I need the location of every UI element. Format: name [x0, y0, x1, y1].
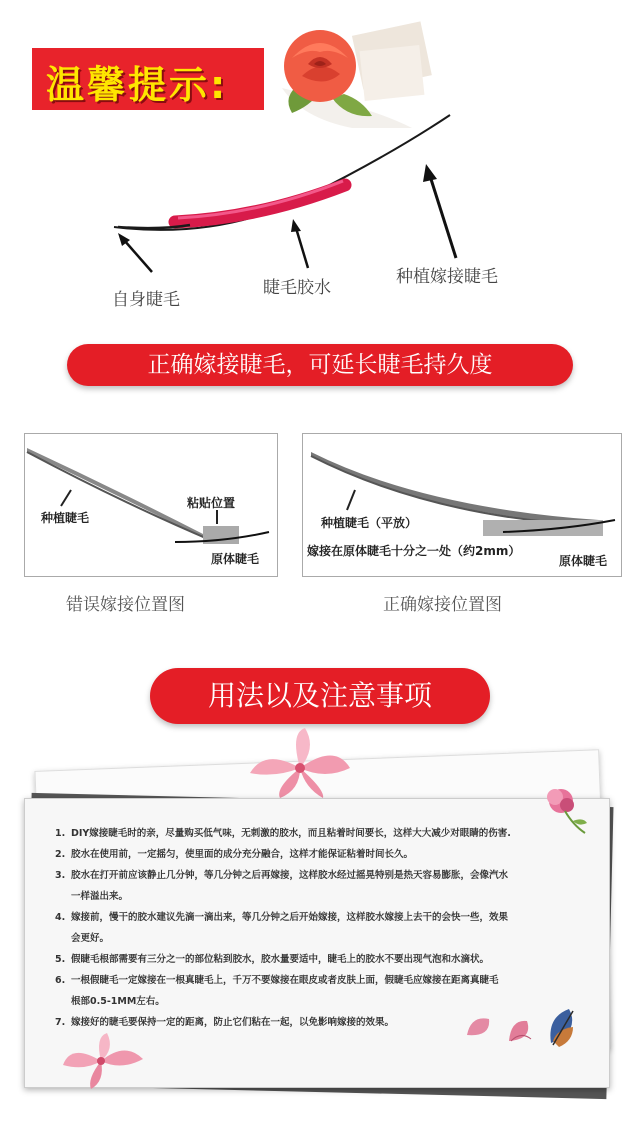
label-natural-lash: 自身睫毛 [112, 290, 180, 310]
wrong-position-caption: 错误嫁接位置图 [66, 595, 185, 615]
correct-position-caption: 正确嫁接位置图 [383, 595, 502, 615]
note-item: 2. 胶水在使用前，一定摇匀，使里面的成分充分融合，这样才能保证粘着时间长久。 [55, 849, 414, 860]
wrong-label-natural: 原体睫毛 [211, 552, 260, 566]
label-extension-lash: 种植嫁接睫毛 [396, 267, 498, 287]
correct-label-extension: 种植睫毛（平放） [321, 516, 418, 530]
usage-notes-card [24, 798, 610, 1088]
note-item: 6. 一根假睫毛一定嫁接在一根真睫毛上，千万不要嫁接在眼皮或者皮肤上面，假睫毛应嫁接在距离真睫毛 [55, 975, 499, 986]
note-item: 7. 嫁接好的睫毛要保持一定的距离，防止它们粘在一起，以免影响嫁接的效果。 [55, 1017, 395, 1028]
note-item: 3. 胶水在打开前应该静止几分钟，等几分钟之后再嫁接，这样胶水经过摇晃特别是热天容易膨胀，会像汽水 [55, 870, 509, 881]
note-item-continued: 根部0.5-1MM左右。 [71, 996, 165, 1007]
lily-flower-icon [245, 728, 355, 798]
note-item: 1. DIY嫁接睫毛时的亲，尽量购买低气味，无刺激的胶水，而且粘着时间要长，这样大大减少对眼睛的伤害. [55, 828, 511, 839]
petals-butterfly-icon [461, 1005, 591, 1055]
correct-label-position: 嫁接在原体睫毛十分之一处（约2mm） [307, 544, 521, 558]
note-item: 4. 嫁接前，慢干的胶水建议先滴一滴出来，等几分钟之后开始嫁接，这样胶水嫁接上去干的会快一些，效果 [55, 912, 509, 923]
label-lash-glue: 睫毛胶水 [263, 278, 331, 298]
wrong-position-panel [24, 433, 278, 577]
lash-diagram [100, 100, 480, 280]
pink-flower-icon [533, 777, 593, 837]
note-item-continued: 一样溢出来。 [71, 891, 129, 902]
correct-label-natural: 原体睫毛 [559, 554, 608, 568]
banner-usage-notes: 用法以及注意事项 [150, 668, 490, 724]
lily-bottom-icon [61, 1031, 151, 1091]
wrong-label-position: 粘贴位置 [187, 496, 236, 510]
note-item: 5. 假睫毛根部需要有三分之一的部位粘到胶水，胶水量要适中，睫毛上的胶水不要出现气泡和水滴状。 [55, 954, 490, 965]
banner-correct-extension: 正确嫁接睫毛，可延长睫毛持久度 [67, 344, 573, 386]
usage-notes-list [55, 823, 595, 1033]
tip-title: 温馨提示: [46, 63, 229, 107]
correct-position-panel [302, 433, 622, 577]
note-item-continued: 会更好。 [71, 933, 110, 944]
wrong-label-extension: 种植睫毛 [41, 511, 90, 525]
